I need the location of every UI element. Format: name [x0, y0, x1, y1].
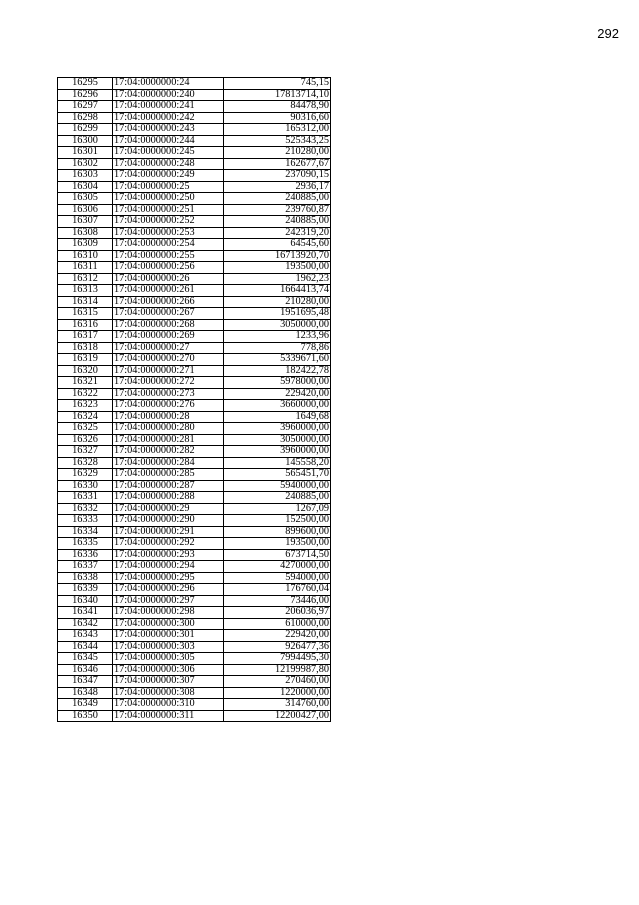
cadastral-number-cell: 17:04:0000000:308 — [113, 687, 224, 699]
value-cell: 926477,36 — [224, 641, 331, 653]
row-number-cell: 16298 — [58, 112, 113, 124]
cadastral-number-cell: 17:04:0000000:26 — [113, 273, 224, 285]
cadastral-number-cell: 17:04:0000000:270 — [113, 354, 224, 366]
cadastral-number-cell: 17:04:0000000:29 — [113, 503, 224, 515]
value-cell: 237090,15 — [224, 170, 331, 182]
cadastral-number-cell: 17:04:0000000:242 — [113, 112, 224, 124]
cadastral-number-cell: 17:04:0000000:250 — [113, 193, 224, 205]
cadastral-number-cell: 17:04:0000000:290 — [113, 515, 224, 527]
value-cell: 7994495,30 — [224, 653, 331, 665]
table-row — [58, 664, 331, 676]
value-cell: 899600,00 — [224, 526, 331, 538]
table-row — [58, 710, 331, 722]
value-cell: 5940000,00 — [224, 480, 331, 492]
value-cell: 1233,96 — [224, 331, 331, 343]
value-cell: 176760,04 — [224, 584, 331, 596]
value-cell: 210280,00 — [224, 296, 331, 308]
row-number-cell: 16317 — [58, 331, 113, 343]
table-row — [58, 411, 331, 423]
table-row — [58, 365, 331, 377]
row-number-cell: 16297 — [58, 101, 113, 113]
table-row — [58, 239, 331, 251]
row-number-cell: 16332 — [58, 503, 113, 515]
cadastral-number-cell: 17:04:0000000:285 — [113, 469, 224, 481]
table-row — [58, 480, 331, 492]
table-row — [58, 423, 331, 435]
value-cell: 152500,00 — [224, 515, 331, 527]
value-cell: 270460,00 — [224, 676, 331, 688]
cadastral-number-cell: 17:04:0000000:268 — [113, 319, 224, 331]
table-row — [58, 653, 331, 665]
cadastral-number-cell: 17:04:0000000:28 — [113, 411, 224, 423]
table-row — [58, 101, 331, 113]
table-row — [58, 595, 331, 607]
cadastral-number-cell: 17:04:0000000:291 — [113, 526, 224, 538]
value-cell: 90316,60 — [224, 112, 331, 124]
row-number-cell: 16329 — [58, 469, 113, 481]
value-cell: 5978000,00 — [224, 377, 331, 389]
row-number-cell: 16319 — [58, 354, 113, 366]
value-cell: 193500,00 — [224, 538, 331, 550]
cadastral-number-cell: 17:04:0000000:300 — [113, 618, 224, 630]
table-row — [58, 342, 331, 354]
row-number-cell: 16338 — [58, 572, 113, 584]
value-cell: 2936,17 — [224, 181, 331, 193]
cadastral-number-cell: 17:04:0000000:282 — [113, 446, 224, 458]
row-number-cell: 16348 — [58, 687, 113, 699]
table-row — [58, 549, 331, 561]
cadastral-number-cell: 17:04:0000000:301 — [113, 630, 224, 642]
cadastral-number-cell: 17:04:0000000:281 — [113, 434, 224, 446]
table-row — [58, 618, 331, 630]
cadastral-number-cell: 17:04:0000000:252 — [113, 216, 224, 228]
table-row — [58, 388, 331, 400]
value-cell: 778,86 — [224, 342, 331, 354]
row-number-cell: 16310 — [58, 250, 113, 262]
row-number-cell: 16324 — [58, 411, 113, 423]
cadastral-number-cell: 17:04:0000000:25 — [113, 181, 224, 193]
cadastral-number-cell: 17:04:0000000:267 — [113, 308, 224, 320]
cadastral-number-cell: 17:04:0000000:298 — [113, 607, 224, 619]
cadastral-number-cell: 17:04:0000000:269 — [113, 331, 224, 343]
row-number-cell: 16342 — [58, 618, 113, 630]
row-number-cell: 16302 — [58, 158, 113, 170]
cadastral-number-cell: 17:04:0000000:249 — [113, 170, 224, 182]
table-row — [58, 216, 331, 228]
value-cell: 525343,25 — [224, 135, 331, 147]
value-cell: 229420,00 — [224, 388, 331, 400]
row-number-cell: 16316 — [58, 319, 113, 331]
row-number-cell: 16350 — [58, 710, 113, 722]
table-row — [58, 331, 331, 343]
row-number-cell: 16309 — [58, 239, 113, 251]
table-row — [58, 296, 331, 308]
table-row — [58, 561, 331, 573]
table-row — [58, 89, 331, 101]
row-number-cell: 16331 — [58, 492, 113, 504]
table-row — [58, 319, 331, 331]
row-number-cell: 16322 — [58, 388, 113, 400]
cadastral-number-cell: 17:04:0000000:303 — [113, 641, 224, 653]
value-cell: 240885,00 — [224, 216, 331, 228]
row-number-cell: 16313 — [58, 285, 113, 297]
row-number-cell: 16326 — [58, 434, 113, 446]
cadastral-number-cell: 17:04:0000000:244 — [113, 135, 224, 147]
row-number-cell: 16337 — [58, 561, 113, 573]
row-number-cell: 16305 — [58, 193, 113, 205]
row-number-cell: 16323 — [58, 400, 113, 412]
table-row — [58, 446, 331, 458]
cadastral-number-cell: 17:04:0000000:24 — [113, 78, 224, 90]
table-row — [58, 377, 331, 389]
table-row — [58, 308, 331, 320]
row-number-cell: 16335 — [58, 538, 113, 550]
cadastral-number-cell: 17:04:0000000:292 — [113, 538, 224, 550]
row-number-cell: 16333 — [58, 515, 113, 527]
table-row — [58, 538, 331, 550]
cadastral-number-cell: 17:04:0000000:27 — [113, 342, 224, 354]
row-number-cell: 16330 — [58, 480, 113, 492]
row-number-cell: 16308 — [58, 227, 113, 239]
row-number-cell: 16299 — [58, 124, 113, 136]
row-number-cell: 16296 — [58, 89, 113, 101]
cadastral-number-cell: 17:04:0000000:294 — [113, 561, 224, 573]
cadastral-number-cell: 17:04:0000000:310 — [113, 699, 224, 711]
value-cell: 1664413,74 — [224, 285, 331, 297]
cadastral-value-table — [57, 77, 331, 722]
table-row — [58, 630, 331, 642]
value-cell: 64545,60 — [224, 239, 331, 251]
value-cell: 1267,09 — [224, 503, 331, 515]
value-cell: 73446,00 — [224, 595, 331, 607]
table-row — [58, 699, 331, 711]
table-row — [58, 158, 331, 170]
cadastral-number-cell: 17:04:0000000:245 — [113, 147, 224, 159]
cadastral-number-cell: 17:04:0000000:254 — [113, 239, 224, 251]
row-number-cell: 16312 — [58, 273, 113, 285]
cadastral-number-cell: 17:04:0000000:280 — [113, 423, 224, 435]
table-row — [58, 78, 331, 90]
table-row — [58, 227, 331, 239]
table-row — [58, 262, 331, 274]
value-cell: 210280,00 — [224, 147, 331, 159]
table-row — [58, 147, 331, 159]
value-cell: 1649,68 — [224, 411, 331, 423]
row-number-cell: 16295 — [58, 78, 113, 90]
cadastral-number-cell: 17:04:0000000:240 — [113, 89, 224, 101]
table-row — [58, 112, 331, 124]
table-row — [58, 687, 331, 699]
table-row — [58, 135, 331, 147]
cadastral-number-cell: 17:04:0000000:266 — [113, 296, 224, 308]
value-cell: 1962,23 — [224, 273, 331, 285]
table-row — [58, 124, 331, 136]
cadastral-number-cell: 17:04:0000000:272 — [113, 377, 224, 389]
value-cell: 84478,90 — [224, 101, 331, 113]
table-row — [58, 250, 331, 262]
table-row — [58, 354, 331, 366]
cadastral-number-cell: 17:04:0000000:255 — [113, 250, 224, 262]
value-cell: 673714,50 — [224, 549, 331, 561]
cadastral-number-cell: 17:04:0000000:284 — [113, 457, 224, 469]
row-number-cell: 16349 — [58, 699, 113, 711]
row-number-cell: 16318 — [58, 342, 113, 354]
table-row — [58, 469, 331, 481]
table-row — [58, 676, 331, 688]
row-number-cell: 16300 — [58, 135, 113, 147]
row-number-cell: 16321 — [58, 377, 113, 389]
page-number: 292 — [597, 26, 619, 41]
table-row — [58, 273, 331, 285]
value-cell: 229420,00 — [224, 630, 331, 642]
cadastral-number-cell: 17:04:0000000:311 — [113, 710, 224, 722]
table-row — [58, 503, 331, 515]
row-number-cell: 16344 — [58, 641, 113, 653]
value-cell: 162677,67 — [224, 158, 331, 170]
cadastral-number-cell: 17:04:0000000:273 — [113, 388, 224, 400]
cadastral-number-cell: 17:04:0000000:288 — [113, 492, 224, 504]
cadastral-number-cell: 17:04:0000000:276 — [113, 400, 224, 412]
row-number-cell: 16336 — [58, 549, 113, 561]
table-row — [58, 641, 331, 653]
value-cell: 145558,20 — [224, 457, 331, 469]
value-cell: 17813714,10 — [224, 89, 331, 101]
table-row — [58, 607, 331, 619]
value-cell: 594000,00 — [224, 572, 331, 584]
table-body — [58, 78, 331, 722]
row-number-cell: 16311 — [58, 262, 113, 274]
value-cell: 16713920,70 — [224, 250, 331, 262]
value-cell: 3050000,00 — [224, 434, 331, 446]
row-number-cell: 16346 — [58, 664, 113, 676]
cadastral-number-cell: 17:04:0000000:248 — [113, 158, 224, 170]
row-number-cell: 16334 — [58, 526, 113, 538]
row-number-cell: 16347 — [58, 676, 113, 688]
table-row — [58, 492, 331, 504]
table-row — [58, 526, 331, 538]
row-number-cell: 16339 — [58, 584, 113, 596]
table-row — [58, 170, 331, 182]
value-cell: 240885,00 — [224, 193, 331, 205]
value-cell: 1951695,48 — [224, 308, 331, 320]
table-row — [58, 515, 331, 527]
table-row — [58, 457, 331, 469]
cadastral-number-cell: 17:04:0000000:295 — [113, 572, 224, 584]
cadastral-number-cell: 17:04:0000000:296 — [113, 584, 224, 596]
row-number-cell: 16303 — [58, 170, 113, 182]
row-number-cell: 16314 — [58, 296, 113, 308]
table-row — [58, 181, 331, 193]
value-cell: 3660000,00 — [224, 400, 331, 412]
value-cell: 3050000,00 — [224, 319, 331, 331]
value-cell: 193500,00 — [224, 262, 331, 274]
value-cell: 12199987,80 — [224, 664, 331, 676]
table-row — [58, 204, 331, 216]
table-row — [58, 400, 331, 412]
value-cell: 12200427,00 — [224, 710, 331, 722]
cadastral-number-cell: 17:04:0000000:271 — [113, 365, 224, 377]
row-number-cell: 16345 — [58, 653, 113, 665]
table-row — [58, 584, 331, 596]
row-number-cell: 16320 — [58, 365, 113, 377]
value-cell: 565451,70 — [224, 469, 331, 481]
cadastral-number-cell: 17:04:0000000:253 — [113, 227, 224, 239]
row-number-cell: 16325 — [58, 423, 113, 435]
cadastral-number-cell: 17:04:0000000:293 — [113, 549, 224, 561]
cadastral-number-cell: 17:04:0000000:251 — [113, 204, 224, 216]
cadastral-number-cell: 17:04:0000000:307 — [113, 676, 224, 688]
value-cell: 610000,00 — [224, 618, 331, 630]
value-cell: 239760,87 — [224, 204, 331, 216]
cadastral-number-cell: 17:04:0000000:256 — [113, 262, 224, 274]
row-number-cell: 16328 — [58, 457, 113, 469]
table-row — [58, 285, 331, 297]
value-cell: 240885,00 — [224, 492, 331, 504]
cadastral-number-cell: 17:04:0000000:287 — [113, 480, 224, 492]
row-number-cell: 16343 — [58, 630, 113, 642]
value-cell: 165312,00 — [224, 124, 331, 136]
value-cell: 745,15 — [224, 78, 331, 90]
row-number-cell: 16315 — [58, 308, 113, 320]
cadastral-number-cell: 17:04:0000000:241 — [113, 101, 224, 113]
table-row — [58, 572, 331, 584]
value-cell: 314760,00 — [224, 699, 331, 711]
row-number-cell: 16341 — [58, 607, 113, 619]
row-number-cell: 16340 — [58, 595, 113, 607]
value-cell: 3960000,00 — [224, 423, 331, 435]
value-cell: 1220000,00 — [224, 687, 331, 699]
row-number-cell: 16301 — [58, 147, 113, 159]
cadastral-number-cell: 17:04:0000000:305 — [113, 653, 224, 665]
table-row — [58, 193, 331, 205]
value-cell: 182422,78 — [224, 365, 331, 377]
row-number-cell: 16307 — [58, 216, 113, 228]
value-cell: 4270000,00 — [224, 561, 331, 573]
cadastral-number-cell: 17:04:0000000:297 — [113, 595, 224, 607]
value-cell: 206036,97 — [224, 607, 331, 619]
cadastral-number-cell: 17:04:0000000:306 — [113, 664, 224, 676]
row-number-cell: 16304 — [58, 181, 113, 193]
table-row — [58, 434, 331, 446]
value-cell: 242319,20 — [224, 227, 331, 239]
cadastral-number-cell: 17:04:0000000:261 — [113, 285, 224, 297]
cadastral-number-cell: 17:04:0000000:243 — [113, 124, 224, 136]
row-number-cell: 16306 — [58, 204, 113, 216]
row-number-cell: 16327 — [58, 446, 113, 458]
value-cell: 5339671,60 — [224, 354, 331, 366]
value-cell: 3960000,00 — [224, 446, 331, 458]
